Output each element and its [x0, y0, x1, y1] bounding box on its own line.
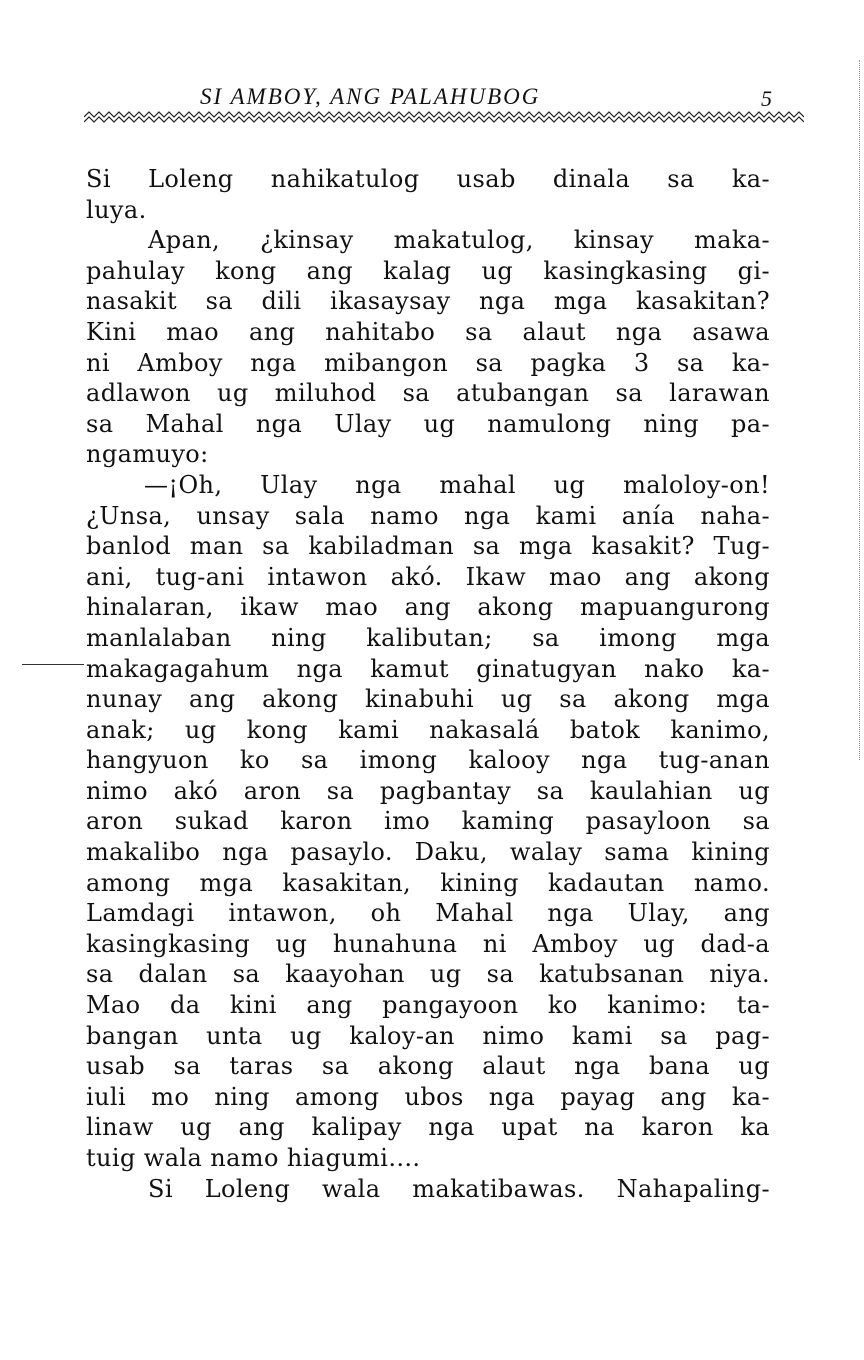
text-line: Si Loleng nahikatulog usab dinala sa ka-: [86, 165, 770, 193]
text-line: hinalaran, ikaw mao ang akong mapuangurong: [86, 593, 770, 622]
text-line: nasakit sa dili ikasaysay nga mga kasakitan?: [86, 287, 770, 316]
text-line: tuig wala namo hiagumi....: [86, 1144, 421, 1172]
text-line: linaw ug ang kalipay nga upat na karon ka: [86, 1113, 770, 1142]
text-line: among mga kasakitan, kining kadautan namo.: [86, 868, 770, 897]
text-line: makagagahum nga kamut ginatugyan nako ka-: [86, 654, 770, 683]
text-line: Mao da kini ang pangayoon ko kanimo: ta-: [86, 991, 770, 1020]
text-line: bangan unta ug kaloy-an nimo kami sa pag-: [86, 1021, 770, 1050]
running-title: SI AMBOY, ANG PALAHUBOG: [200, 84, 541, 109]
text-line: ni Amboy nga mibangon sa pagka 3 sa ka-: [86, 348, 770, 377]
text-line: ¿Unsa, unsay sala namo nga kami anía naha-: [86, 501, 770, 530]
page-number: 5: [761, 86, 772, 111]
text-line: makalibo nga pasaylo. Daku, walay sama kining: [86, 838, 770, 867]
text-line: Si Loleng wala makatibawas. Nahapaling-: [148, 1174, 770, 1203]
text-line: ngamuyo:: [86, 440, 209, 469]
text-line: aron sukad karon imo kaming pasayloon sa: [86, 807, 770, 836]
text-line: luya.: [86, 195, 147, 224]
text-line: sa dalan sa kaayohan ug sa katubsanan niya.: [86, 960, 770, 989]
text-line: sa Mahal nga Ulay ug namulong ning pa-: [86, 409, 770, 438]
text-line: Kini mao ang nahitabo sa alaut nga asawa: [86, 317, 770, 346]
text-line: kasingkasing ug hunahuna ni Amboy ug dad-a: [86, 929, 770, 958]
text-line: pahulay kong ang kalag ug kasingkasing gi-: [86, 256, 770, 285]
ornamental-rule: [84, 110, 804, 126]
text-line: Apan, ¿kinsay makatulog, kinsay maka-: [148, 226, 770, 255]
text-line: manlalaban ning kalibutan; sa imong mga: [86, 623, 770, 652]
text-line: ani, tug-ani intawon akó. Ikaw mao ang akong: [86, 562, 770, 591]
text-line: anak; ug kong kami nakasalá batok kanimo,: [86, 715, 770, 744]
text-line: adlawon ug miluhod sa atubangan sa larawan: [86, 379, 770, 408]
text-line: Lamdagi intawon, oh Mahal nga Ulay, ang: [86, 899, 770, 928]
text-line: hangyuon ko sa imong kalooy nga tug-anan: [86, 746, 770, 775]
page-edge: [853, 60, 860, 760]
text-line: —¡Oh, Ulay nga mahal ug maloloy-on!: [144, 470, 770, 499]
body-text: [86, 164, 770, 1204]
text-line: usab sa taras sa akong alaut nga bana ug: [86, 1052, 770, 1081]
margin-mark: [22, 664, 84, 665]
text-line: banlod man sa kabiladman sa mga kasakit? Tug-: [86, 532, 770, 561]
text-line: nunay ang akong kinabuhi ug sa akong mga: [86, 685, 770, 714]
text-line: iuli mo ning among ubos nga payag ang ka-: [86, 1082, 770, 1111]
text-line: nimo akó aron sa pagbantay sa kaulahian ug: [86, 776, 770, 805]
